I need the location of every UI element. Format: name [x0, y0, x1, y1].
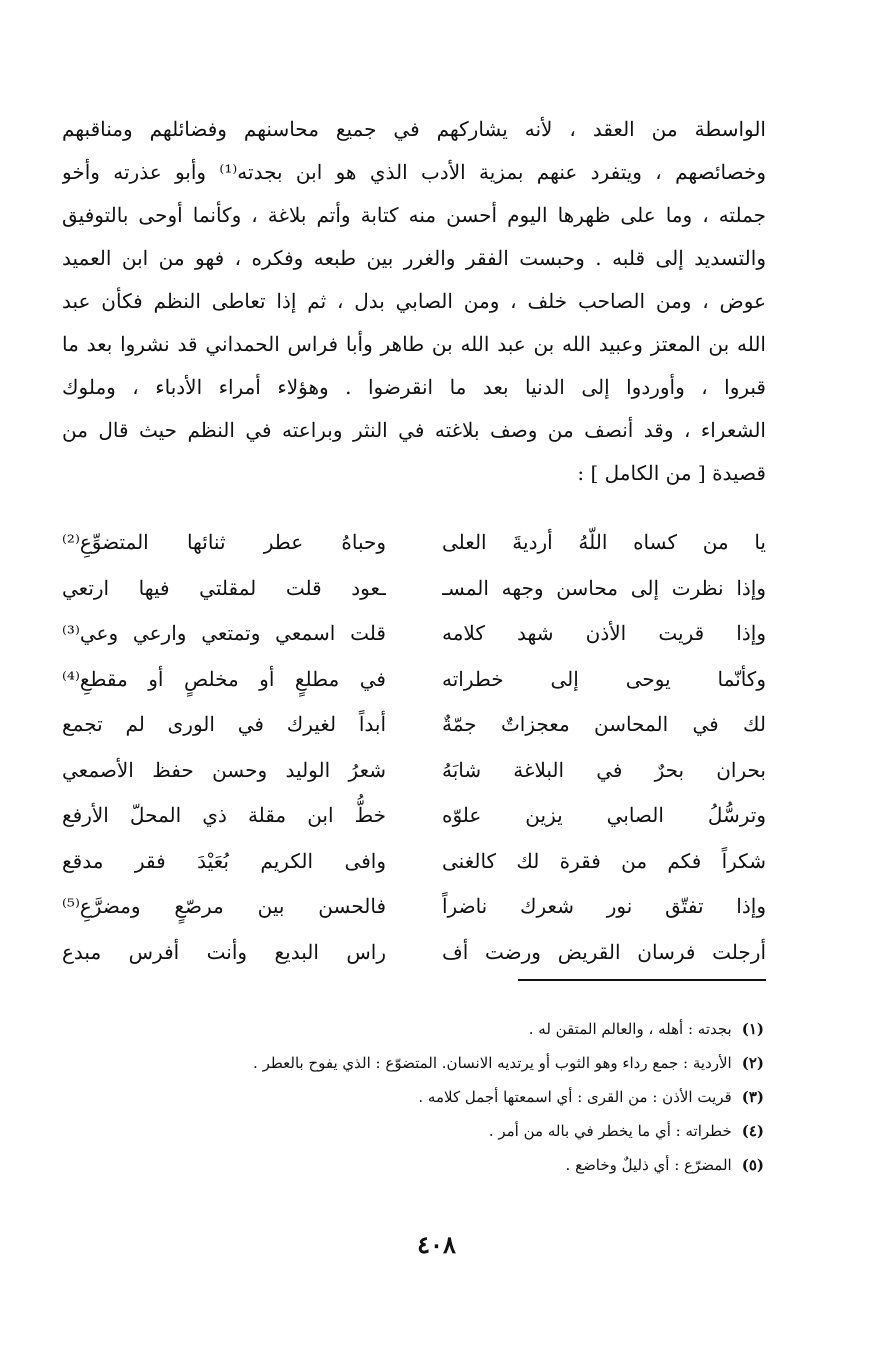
prose-line: الشعراء ، وقد أنصف من وصف بلاغته في النثر وبراعته في النظم حيث قال من [62, 418, 766, 442]
footnote-number: (٣) [741, 1088, 764, 1106]
prose-line: وخصائصهم ، ويتفرد عنهم بمزية الأدب الذي هو ابن بجدته⁽¹⁾ وأبو عذرته وأخو [62, 160, 766, 184]
first-hemistich: وترسُّلُ الصابي يزين علوّه [442, 803, 766, 828]
footnote-text: الأردية : جمع رداء وهو الثوب أو يرتديه الانسان. المتضوّع : الذي يفوح بالعطر . [253, 1054, 732, 1072]
prose-line: الله بن المعتز وعبيد الله بن عبد الله بن طاهر وأبا فراس الحمداني قد نشروا بعد ما [62, 332, 766, 356]
first-hemistich: أرجلت فرسان القريض ورضت أف [442, 939, 766, 964]
footnote-number: (١) [741, 1020, 764, 1038]
footnote [62, 1012, 764, 1046]
first-hemistich: وإذا قريت الأذن شهد كلامه [442, 621, 766, 646]
verse-row [62, 839, 766, 885]
poem [62, 520, 766, 975]
second-hemistich: فالحسن بين مرصّعٍ ومضرَّعِ⁽⁵⁾ [62, 894, 386, 919]
verse-row [62, 611, 766, 657]
first-hemistich: شكراً فكم من فقرة لك كالغنى [442, 848, 766, 873]
verse-row [62, 566, 766, 612]
verse-row [62, 520, 766, 566]
prose-line-poem-intro: قصيدة [ من الكامل ] : [577, 461, 766, 485]
first-hemistich: بحران بحرٌ في البلاغة شابَهُ [442, 757, 766, 782]
footnote [62, 1046, 764, 1080]
footnote-text: قريت الأذن : من القرى : أي اسمعتها أجمل كلامه . [418, 1088, 732, 1106]
second-hemistich: وحباهُ عطر ثنائها المتضوِّعِ⁽²⁾ [62, 530, 386, 555]
first-hemistich: وإذا نظرت إلى محاسن وجهه المسـ [442, 575, 766, 600]
prose-line: والتسديد إلى قلبه . وحبست الفقر والغرر بين طبعه وفكره ، فهو من ابن العميد [62, 246, 766, 270]
second-hemistich: راس البديع وأنت أفرس مبدع [62, 939, 386, 964]
second-hemistich: ـعود قلت لمقلتي فيها ارتعي [62, 575, 386, 600]
footnote-number: (٥) [741, 1156, 764, 1174]
footnote-separator [518, 979, 766, 981]
footnote-text: بجدته : أهله ، والعالم المتقن له . [528, 1020, 732, 1038]
footnote-text: خطراته : أي ما يخطر في باله من أمر . [488, 1122, 732, 1140]
page-number: ٤٠٨ [417, 1230, 456, 1259]
verse-row [62, 793, 766, 839]
footnote-text: المضرّع : أي ذليلٌ وخاضع . [565, 1156, 732, 1174]
prose-line: قبروا ، وأوردوا إلى الدنيا بعد ما انقرضوا . وهؤلاء أمراء الأدباء ، وملوك [62, 375, 766, 399]
prose-paragraph [62, 108, 766, 495]
second-hemistich: في مطلعٍ أو مخلصٍ أو مقطعِ⁽⁴⁾ [62, 666, 386, 691]
footnote-number: (٢) [741, 1054, 764, 1072]
footnote [62, 1148, 764, 1182]
second-hemistich: أبداً لغيرك في الورى لم تجمع [62, 712, 386, 737]
verse-row [62, 702, 766, 748]
prose-line: عوض ، ومن الصاحب خلف ، ومن الصابي بدل ، ثم إذا تعاطى النظم فكأن عبد [62, 289, 766, 313]
first-hemistich: يا من كساه اللّهُ أرديةَ العلى [442, 530, 766, 555]
footnote [62, 1114, 764, 1148]
footnotes [62, 1012, 764, 1182]
second-hemistich: شعرُ الوليد وحسن حفظ الأصمعي [62, 757, 386, 782]
footnote [62, 1080, 764, 1114]
first-hemistich: وإذا تفتّق نور شعرك ناضراً [442, 894, 766, 919]
second-hemistich: وافى الكريم بُعَيْدَ فقر مدقع [62, 848, 386, 873]
verse-row [62, 748, 766, 794]
verse-row [62, 657, 766, 703]
second-hemistich: قلت اسمعي وتمتعي وارعي وعي⁽³⁾ [62, 621, 386, 646]
prose-line: جملته ، وما على ظهرها اليوم أحسن منه كتابة وأتم بلاغة ، وكأنما أوحى بالتوفيق [62, 203, 766, 227]
verse-row [62, 930, 766, 976]
first-hemistich: وكأنّما يوحى إلى خطراته [442, 666, 766, 691]
footnote-number: (٤) [741, 1122, 764, 1140]
prose-line: الواسطة من العقد ، لأنه يشاركهم في جميع محاسنهم وفضائلهم ومناقبهم [62, 117, 766, 141]
first-hemistich: لك في المحاسن معجزاتٌ جمّةٌ [442, 712, 766, 737]
verse-row [62, 884, 766, 930]
second-hemistich: خطُّ ابن مقلة ذي المحلّ الأرفع [62, 803, 386, 828]
